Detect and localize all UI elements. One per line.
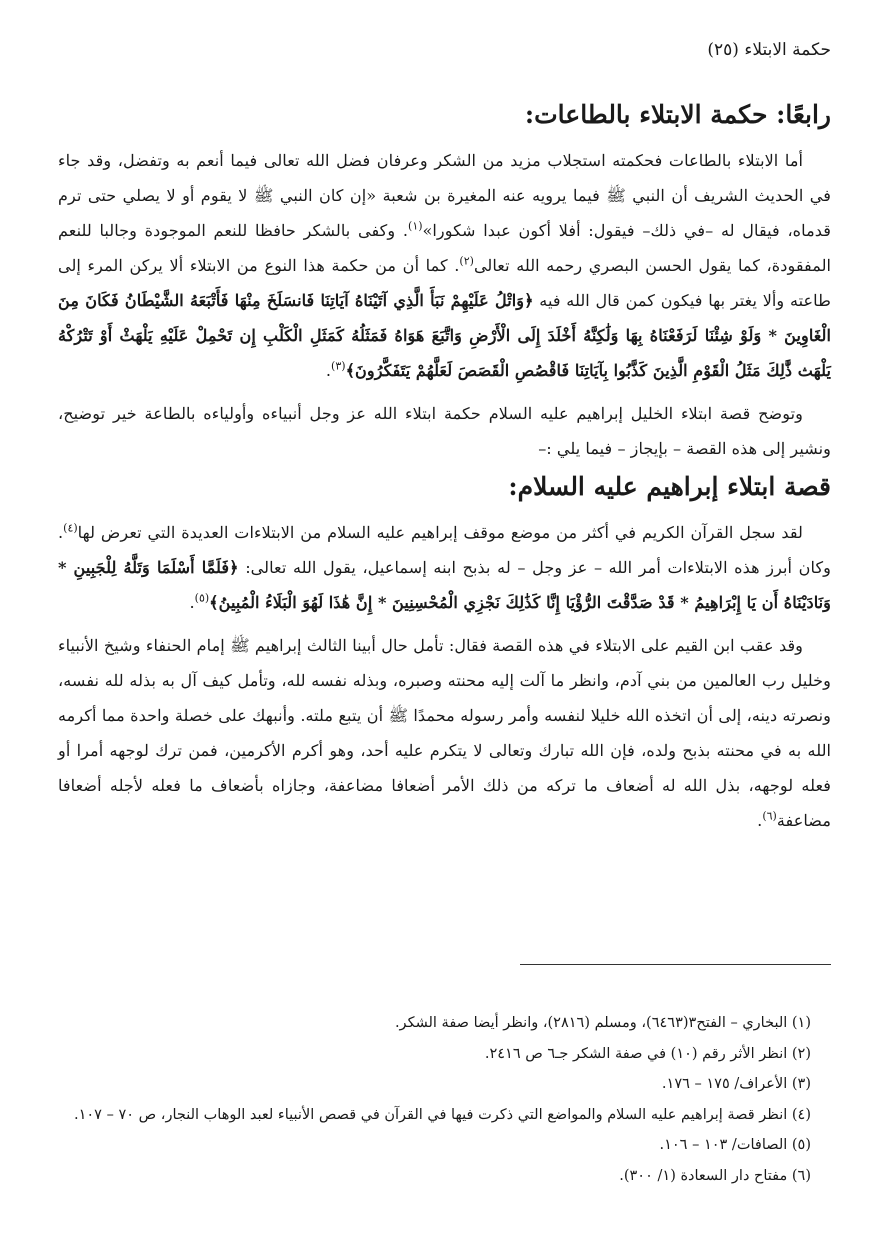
footnote-ref: (٤) [63, 521, 78, 535]
main-content [58, 100, 831, 838]
paragraph: وتوضح قصة ابتلاء الخليل إبراهيم عليه السلام حكمة ابتلاء الله عز وجل أنبياءه وأولياءه بالطاعة خير توضيح، ونشير إلى هذه القصة – بإيجاز – فيما يلي :– [58, 404, 831, 458]
text-run: . [757, 811, 763, 830]
quran-verse: ﴿فَلَمَّا أَسْلَمَا وَتَلَّهُ لِلْجَبِينِ * وَنَادَيْنَاهُ أَن يَا إِبْرَاهِيمُ * قَدْ صَدَّقْتَ الرُّؤْيَا إِنَّا كَذَٰلِكَ نَجْزِي الْمُحْسِنِينَ * إِنَّ هَٰذَا لَهُوَ الْبَلَاءُ الْمُبِينُ﴾ [58, 558, 831, 612]
text-run: أما الابتلاء بالطاعات فحكمته استجلاب مزيد من الشكر وعرفان فضل الله تعالى فيما أنعم به وتفضل، وقد جاء في الحديث الشريف أن النبي ﷺ فيما يرويه عنه المغيرة بن شعبة «إن كان النبي ﷺ لا يقوم أو لا يصلي حتى ترم قدماه، فيقال له –في ذلك– فيقول: أفلا أكون عبدا شكورا» [58, 151, 831, 240]
text-run: . [325, 361, 332, 380]
paragraph [58, 143, 831, 388]
text-run: . وكان أبرز هذه الابتلاءات أمر الله – عز وجل – له بذبح ابنه إسماعيل، يقول الله تعالى: [58, 523, 831, 577]
paragraph [58, 515, 831, 620]
text-run: . [189, 593, 195, 612]
footnote-ref: (٣) [331, 359, 346, 373]
footnotes-list [58, 1008, 811, 1191]
text-run: لقد سجل القرآن الكريم في أكثر من موضع موقف إبراهيم عليه السلام من الابتلاءات العديدة التي تعرض لها [77, 523, 803, 542]
footnote: (٣) الأعراف/ ١٧٥ – ١٧٦. [661, 1076, 811, 1092]
text-run: . وكفى بالشكر حافظا للنعم الموجودة وجالبا للنعم المفقودة، كما يقول الحسن البصري رحمه الله تعالى [58, 221, 831, 275]
paragraph [58, 628, 831, 838]
footnote-divider [520, 964, 831, 965]
footnote: (١) البخاري – الفتح٣(٦٤٦٣)، ومسلم (٢٨١٦)، وانظر أيضا صفة الشكر. [394, 1015, 811, 1031]
section-wisdom-of-obedience [58, 100, 831, 466]
footnote-ref: (١) [408, 219, 423, 233]
footnote-ref: (٦) [762, 809, 777, 823]
footnote-ref: (٢) [459, 254, 474, 268]
footnote: (٢) انظر الأثر رقم (١٠) في صفة الشكر جـ٦ ص ٢٤١٦. [484, 1045, 811, 1062]
section-ibrahim-story [58, 472, 831, 838]
footnote: (٦) مفتاح دار السعادة (١/ ٣٠٠). [619, 1167, 811, 1184]
section-heading: رابعًا: حكمة الابتلاء بالطاعات: [524, 100, 831, 129]
quran-verse: ﴿وَاتْلُ عَلَيْهِمْ نَبَأَ الَّذِي آتَيْنَاهُ آيَاتِنَا فَانسَلَخَ مِنْهَا فَأَتْبَعَهُ الشَّيْطَانُ فَكَانَ مِنَ الْغَاوِينَ * وَلَوْ شِئْنَا لَرَفَعْنَاهُ بِهَا وَلَٰكِنَّهُ أَخْلَدَ إِلَى الْأَرْضِ وَاتَّبَعَ هَوَاهُ فَمَثَلُهُ كَمَثَلِ الْكَلْبِ إِن تَحْمِلْ عَلَيْهِ يَلْهَثْ أَوْ تَتْرُكْهُ يَلْهَث ذَّٰلِكَ مَثَلُ الْقَوْمِ الَّذِينَ كَذَّبُوا بِآيَاتِنَا فَاقْصُصِ الْقَصَصَ لَعَلَّهُمْ يَتَفَكَّرُونَ﴾ [58, 291, 831, 380]
text-run: وقد عقب ابن القيم على الابتلاء في هذه القصة فقال: تأمل حال أبينا الثالث إبراهيم ﷺ إمام الحنفاء وشيخ الأنبياء وخليل رب العالمين من بني آدم، وانظر ما آلت إليه محنته وصبره، وبذله نفسه لله، وتأمل كيف آل به بذله لله نفسه، ونصرته دينه، إلى أن اتخذه الله خليلا لنفسه وأمر رسوله محمدًا ﷺ أن يتبع ملته. وأنبهك على خصلة واحدة مما أكرمه الله به في محنته بذبح ولده، فإن الله تبارك وتعالى لا يتكرم عليه أحد، وهو أكرم الأكرمين، فمن ترك لوجهه أمرا أو فعله لوجهه، بذل الله له أضعاف ما تركه من ذلك الأمر أضعافا مضاعفة، وجازاه بأضعاف ما فعله لأجله أضعافا مضاعفة [58, 636, 831, 830]
running-title: حكمة الابتلاء (٢٥) [707, 40, 831, 60]
footnote-ref: (٥) [194, 591, 210, 605]
footnote: (٥) الصافات/ ١٠٣ – ١٠٦. [659, 1137, 811, 1153]
text-run: . كما أن من حكمة هذا النوع من الابتلاء ألا يركن المرء إلى طاعته وألا يغتر بها فيكون كمن قال الله فيه [58, 256, 831, 310]
footnote: (٤) انظر قصة إبراهيم عليه السلام والمواضع التي ذكرت فيها في القرآن في قصص الأنبياء لعبد الوهاب النجار، ص ٧٠ – ١٠٧. [73, 1106, 811, 1123]
section-heading: قصة ابتلاء إبراهيم عليه السلام: [508, 472, 831, 501]
